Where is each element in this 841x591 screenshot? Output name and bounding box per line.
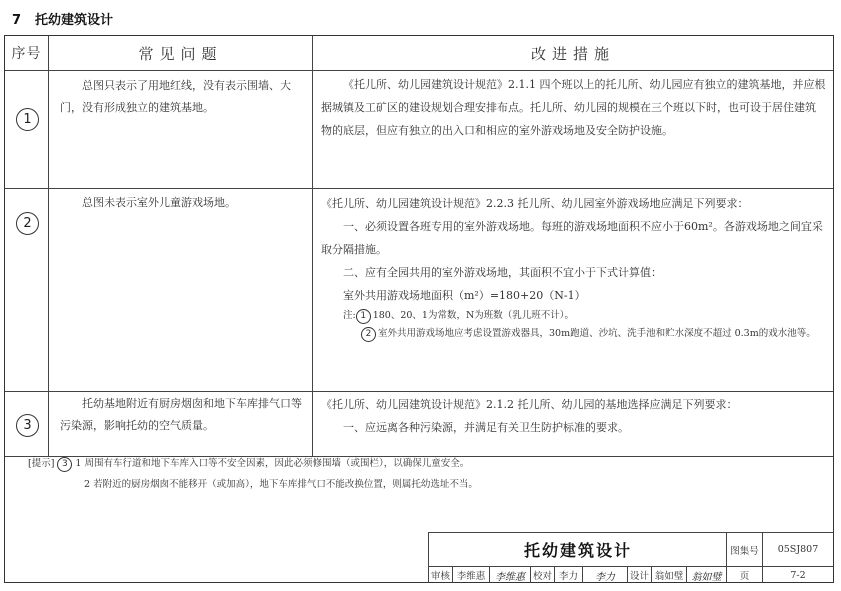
section-number: 7 xyxy=(12,13,22,28)
tips-text-1: 1 周围有车行道和地下车库入口等不安全因素，因此必须修围墙（或围栏），以确保儿童安全。 xyxy=(75,458,470,469)
page-label: 页 xyxy=(739,571,750,582)
tips-block xyxy=(28,453,478,495)
page-number: 7-2 xyxy=(790,569,806,581)
fix-2-line-3: 二、应有全园共用的室外游戏场地，其面积不宜小于下式计算值： xyxy=(343,266,662,279)
note-prefix: 注: xyxy=(343,310,356,321)
header-fix: 改进措施 xyxy=(530,44,615,63)
designer-signature: 翁如璧 xyxy=(691,571,722,583)
fix-1 xyxy=(321,73,826,142)
note-number-1: 1 xyxy=(356,309,371,324)
designer-name: 翁如璧 xyxy=(654,571,684,582)
header-seq: 序号 xyxy=(11,46,42,62)
note-number-2: 2 xyxy=(361,327,376,342)
row-number-3: 3 xyxy=(16,414,39,437)
row-number-1: 1 xyxy=(16,108,39,131)
atlas-label: 图集号 xyxy=(730,545,759,557)
design-label: 设计 xyxy=(629,571,649,582)
header-problem: 常见问题 xyxy=(138,44,223,63)
fix-3 xyxy=(321,393,826,439)
fix-1-text: 《托儿所、幼儿园建筑设计规范》2.1.1 四个班以上的托儿所、幼儿园应有独立的建筑基地，并应根据城镇及工矿区的建设规划合理安排布点。托儿所、幼儿园的规模在三个班以下时，也可设于居住建筑物的底层，但应有独立的出入口和相应的室外游戏场地及安全防护设施。 xyxy=(321,78,826,137)
section-title: 托幼建筑设计 xyxy=(35,13,114,28)
tips-ref: 3 xyxy=(57,457,72,472)
fix-2 xyxy=(321,192,826,343)
tips-line-2: 2 若附近的厨房烟囱不能移开（或加高），地下车库排气口不能改换位置，则属托幼选址不当。 xyxy=(84,479,478,490)
problem-3: 托幼基地附近有厨房烟囱和地下车库排气口等污染源，影响托幼的空气质量。 xyxy=(60,397,302,432)
fix-3-line-1: 《托儿所、幼儿园建筑设计规范》2.1.2 托儿所、幼儿园的基地选择应满足下列要求： xyxy=(321,398,738,411)
tips-label: [提示] xyxy=(28,458,55,469)
review-label: 审核 xyxy=(430,571,450,582)
section-heading xyxy=(12,9,113,28)
note-text-2: 室外共用游戏场地应考虑设置游戏器具，30m跑道、沙坑、洗手池和贮水深度不超过 0.3m的戏水池等。 xyxy=(378,328,816,339)
problem-1: 总图只表示了用地红线，没有表示围墙、大门，没有形成独立的建筑基地。 xyxy=(60,79,291,114)
fix-2-line-2: 一、必须设置各班专用的室外游戏场地。每班的游戏场地面积不应小于60m²。各游戏场地之间宜采取分隔措施。 xyxy=(321,220,823,256)
tips-line-1 xyxy=(28,453,478,474)
reviewer-signature: 李维惠 xyxy=(495,571,525,583)
reviewer-name: 李维惠 xyxy=(456,571,486,582)
check-label: 校对 xyxy=(532,571,552,582)
main-table xyxy=(4,35,834,583)
problem-2: 总图未表示室外儿童游戏场地。 xyxy=(82,196,236,209)
fix-2-line-1: 《托儿所、幼儿园建筑设计规范》2.2.3 托儿所、幼儿园室外游戏场地应满足下列要求： xyxy=(321,197,749,210)
atlas-number: 05SJ807 xyxy=(777,544,819,555)
fix-3-line-2: 一、应远离各种污染源，并满足有关卫生防护标准的要求。 xyxy=(343,421,629,434)
checker-name: 李力 xyxy=(558,571,578,582)
note-text-1: 180、20、1为常数，N为班数（乳儿班不计）。 xyxy=(372,310,575,321)
checker-signature: 李力 xyxy=(595,571,615,583)
row-number-2: 2 xyxy=(16,212,39,235)
title-block-title: 托幼建筑设计 xyxy=(523,540,632,560)
fix-2-formula: 室外共用游戏场地面积（m²）=180+20（N-1） xyxy=(343,289,586,302)
fix-2-note-1 xyxy=(321,307,826,325)
fix-2-note-2 xyxy=(321,325,826,343)
